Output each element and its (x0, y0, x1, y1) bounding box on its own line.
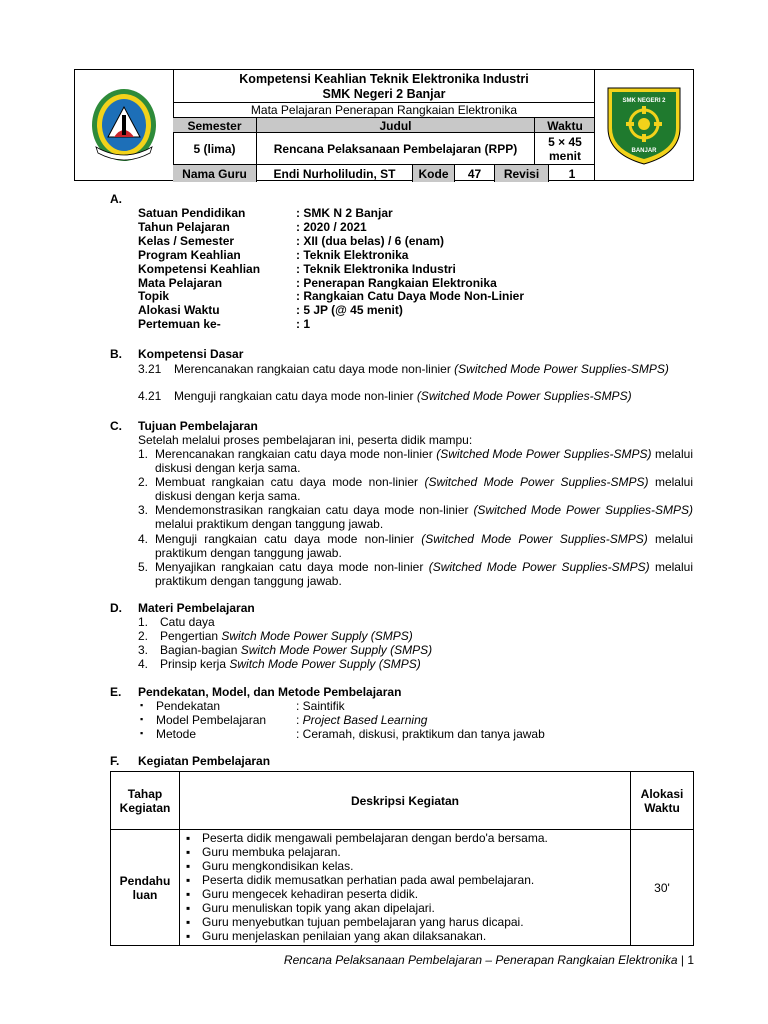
west-java-emblem-icon (84, 85, 164, 165)
bullet-icon: ▪ (140, 728, 144, 738)
approach-label: Model Pembelajaran (156, 713, 267, 727)
semester-value: 5 (lima) (173, 133, 257, 165)
section-a-letter: A. (110, 192, 122, 206)
section-d-letter: D. (110, 601, 122, 615)
identity-label: Satuan Pendidikan (138, 206, 246, 220)
list-item: ▪ Guru menuliskan topik yang akan dipelajari. (180, 901, 630, 915)
tahap-cell: Pendahu luan (111, 830, 180, 946)
west-java-emblem (75, 70, 174, 180)
alokasi-header: Alokasi Waktu (631, 772, 694, 830)
identity-value: : 5 JP (@ 45 menit) (296, 303, 403, 318)
tahap-header: Tahap Kegiatan (111, 772, 180, 830)
material-text: Prinsip kerja Switch Mode Power Supply (SMPS) (160, 657, 421, 671)
identity-label: Topik (138, 289, 170, 304)
school-name: SMK Negeri 2 Banjar (322, 87, 446, 101)
approach-label: Pendekatan (156, 699, 221, 713)
waktu-value: 5 × 45 menit (548, 135, 582, 163)
approach-value: : Saintifik (296, 699, 345, 713)
header-value-row (173, 132, 595, 165)
objective-number: 1. (138, 447, 149, 461)
section-e-letter: E. (110, 685, 122, 699)
identity-label: Tahun Pelajaran (138, 219, 230, 234)
activity-table-header (111, 772, 694, 830)
section-b-letter: B. (110, 347, 122, 361)
identity-label: Mata Pelajaran (138, 275, 223, 290)
material-text: Pengertian Switch Mode Power Supply (SMPS) (160, 629, 413, 643)
identity-value: : Penerapan Rangkaian Elektronika (296, 275, 497, 290)
identity-value: : XII (dua belas) / 6 (enam) (296, 233, 445, 248)
activity-bullet-list (180, 831, 630, 943)
header-teacher-row (173, 164, 595, 182)
revisi-value: 1 (568, 166, 576, 181)
list-item: ▪ Peserta didik mengawali pembelajaran dengan berdo'a bersama. (180, 831, 630, 845)
school-shield-icon (602, 82, 686, 168)
revisi-label: Revisi (495, 165, 549, 182)
table-row (111, 830, 694, 946)
section-b-title: Kompetensi Dasar (138, 347, 244, 361)
identity-value: : Teknik Elektronika (296, 247, 409, 262)
objective-number: 2. (138, 475, 149, 490)
identity-label: Pertemuan ke- (138, 317, 221, 332)
approach-value: : Project Based Learning (296, 713, 428, 727)
material-number: 2. (138, 629, 149, 643)
identity-value: : 2020 / 2021 (296, 219, 367, 234)
objective-text: Merencanakan rangkaian catu daya mode non-linier (Switched Mode Power Supplies-SMPS) melalui diskusi dengan kerja sama. (155, 447, 693, 475)
nama-guru-value: Endi Nurholiludin, ST (257, 165, 413, 182)
identity-label: Kompetensi Keahlian (138, 261, 261, 276)
identity-value: : Rangkaian Catu Daya Mode Non-Linier (296, 289, 525, 304)
objective-number: 3. (138, 503, 149, 518)
identity-value: : Teknik Elektronika Industri (296, 261, 456, 276)
kd-number: 3.21 (138, 362, 162, 376)
judul-value: Rencana Pelaksanaan Pembelajaran (RPP) (257, 133, 535, 165)
identity-label: Kelas / Semester (138, 233, 235, 248)
kd-number: 4.21 (138, 389, 162, 403)
section-c-letter: C. (110, 419, 122, 433)
identity-value: : SMK N 2 Banjar (296, 206, 393, 220)
material-text: Bagian-bagian Switch Mode Power Supply (SMPS) (160, 643, 433, 657)
school-logo-bottom-text: BANJAR (631, 148, 657, 154)
bullet-icon: ▪ (140, 714, 144, 724)
material-number: 4. (138, 657, 149, 671)
list-item: ▪ Guru mengecek kehadiran peserta didik. (180, 887, 630, 901)
school-logo (594, 70, 693, 180)
page-footer: Rencana Pelaksanaan Pembelajaran – Penerapan Rangkaian Elektronika | 1 (283, 953, 694, 967)
list-item: ▪ Guru menyebutkan tujuan pembelajaran yang harus dicapai. (180, 915, 630, 929)
objective-number: 4. (138, 531, 149, 546)
semester-header: Semester (173, 118, 257, 133)
header-column-row (173, 117, 595, 133)
bullet-icon: ▪ (140, 700, 144, 710)
section-f-letter: F. (110, 754, 120, 768)
judul-header: Judul (257, 118, 535, 133)
school-logo-top-text: SMK NEGERI 2 (622, 98, 666, 104)
activity-table (110, 771, 694, 946)
objective-text: Menguji rangkaian catu daya mode non-linier (Switched Mode Power Supplies-SMPS) melalui praktikum dengan tanggung jawab. (155, 531, 693, 560)
identity-label: Program Keahlian (138, 247, 241, 262)
kd-text: Merencanakan rangkaian catu daya mode non-linier (Switched Mode Power Supplies-SMPS) (174, 362, 669, 376)
list-item: ▪ Guru membuka pelajaran. (180, 845, 630, 859)
material-number: 3. (138, 643, 149, 657)
section-f-title: Kegiatan Pembelajaran (138, 754, 271, 768)
approach-label: Metode (156, 727, 197, 741)
objective-number: 5. (138, 559, 149, 574)
approach-value: : Ceramah, diskusi, praktikum dan tanya jawab (296, 727, 545, 741)
section-c-title: Tujuan Pembelajaran (138, 419, 258, 433)
deskripsi-cell (180, 830, 631, 946)
objective-text: Menyajikan rangkaian catu daya mode non-linier (Switched Mode Power Supplies-SMPS) melalui praktikum dengan tanggung jawab. (155, 559, 693, 588)
nama-guru-label: Nama Guru (173, 165, 257, 182)
waktu-header: Waktu (535, 118, 595, 133)
competency-title: Kompetensi Keahlian Teknik Elektronika Industri (239, 72, 529, 86)
list-item: ▪ Peserta didik memusatkan perhatian pada awal pembelajaran. (180, 873, 630, 887)
kd-text: Menguji rangkaian catu daya mode non-linier (Switched Mode Power Supplies-SMPS) (174, 389, 632, 403)
section-d-title: Materi Pembelajaran (138, 601, 255, 615)
alokasi-cell: 30' (631, 830, 694, 946)
identity-value: : 1 (296, 317, 311, 332)
kode-label: Kode (413, 165, 455, 182)
subject-title: Mata Pelajaran Penerapan Rangkaian Elektronika (173, 102, 595, 118)
kode-value: 47 (455, 165, 495, 182)
section-c-intro: Setelah melalui proses pembelajaran ini, peserta didik mampu: (138, 433, 473, 447)
list-item: ▪ Guru mengkondisikan kelas. (180, 859, 630, 873)
identity-label: Alokasi Waktu (138, 303, 220, 318)
list-item: ▪ Guru menjelaskan penilaian yang akan dilaksanakan. (180, 929, 630, 943)
objective-text: Membuat rangkaian catu daya mode non-linier (Switched Mode Power Supplies-SMPS) melalui diskusi dengan kerja sama. (155, 475, 693, 504)
header-center (173, 70, 595, 180)
header-table (74, 69, 694, 181)
page-number: 1 (687, 953, 694, 967)
material-number: 1. (138, 615, 149, 629)
deskripsi-header: Deskripsi Kegiatan (180, 772, 631, 830)
section-e-title: Pendekatan, Model, dan Metode Pembelajaran (138, 685, 402, 699)
material-text: Catu daya (160, 615, 215, 629)
objective-text: Mendemonstrasikan rangkaian catu daya mode non-linier (Switched Mode Power Supplies-SMPS) melalui praktikum dengan tanggung jawab. (155, 503, 693, 532)
